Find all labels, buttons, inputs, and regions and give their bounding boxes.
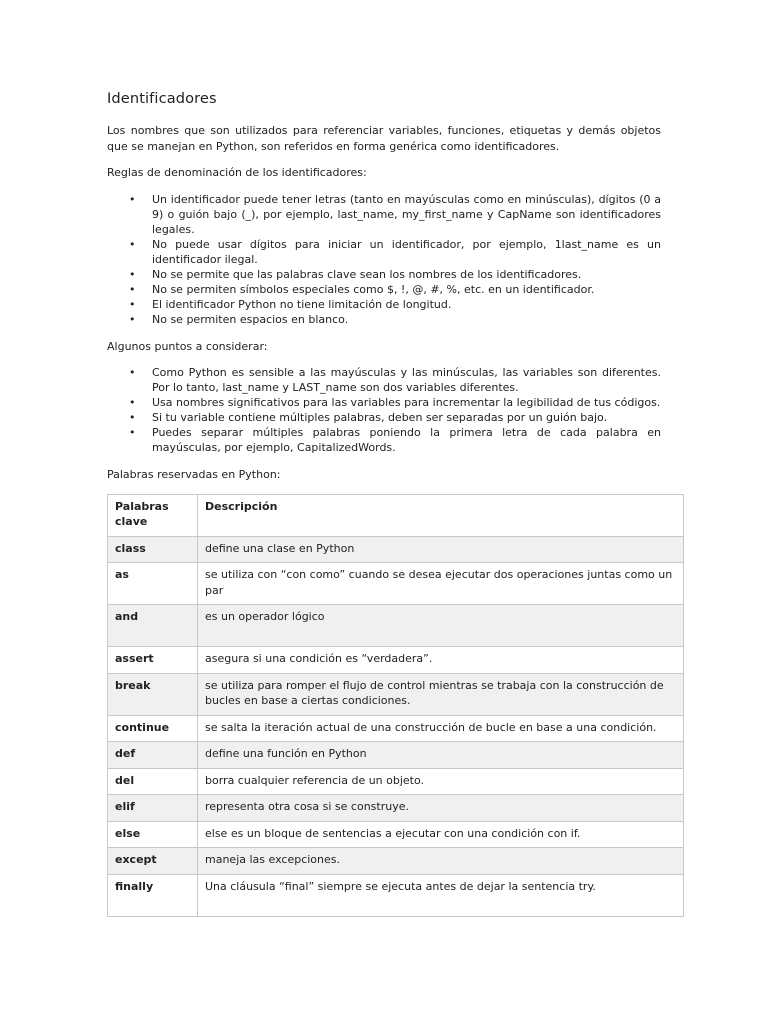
description-cell: se salta la iteración actual de una construcción de bucle en base a una condición. bbox=[198, 715, 684, 742]
table-row bbox=[108, 605, 684, 647]
table-row bbox=[108, 647, 684, 674]
page-title: Identificadores bbox=[107, 90, 217, 107]
bullet-icon: • bbox=[129, 426, 136, 440]
keyword-cell: assert bbox=[108, 647, 198, 674]
description-cell: borra cualquier referencia de un objeto. bbox=[198, 768, 684, 795]
keyword-cell: except bbox=[108, 848, 198, 875]
list-item: • El identificador Python no tiene limitación de longitud. bbox=[129, 297, 452, 311]
rules-heading: Reglas de denominación de los identificadores: bbox=[107, 166, 367, 180]
table-row bbox=[108, 848, 684, 875]
list-item: • Como Python es sensible a las mayúsculas y las minúsculas, las variables son diferentes. Por lo tanto, last_name y LAST_name son dos variables diferentes. bbox=[129, 366, 661, 395]
header-keyword: Palabras clave bbox=[108, 494, 198, 536]
list-item: • Usa nombres significativos para las variables para incrementar la legibilidad de tus códigos. bbox=[129, 396, 661, 410]
keyword-cell: finally bbox=[108, 874, 198, 916]
bullet-icon: • bbox=[129, 297, 136, 311]
description-cell: maneja las excepciones. bbox=[198, 848, 684, 875]
reserved-words-table bbox=[107, 494, 684, 917]
bullet-icon: • bbox=[129, 192, 136, 206]
table-row bbox=[108, 874, 684, 916]
bullet-icon: • bbox=[129, 267, 136, 281]
keyword-cell: class bbox=[108, 536, 198, 563]
keyword-cell: continue bbox=[108, 715, 198, 742]
points-heading: Algunos puntos a considerar: bbox=[107, 339, 268, 353]
table-row bbox=[108, 673, 684, 715]
keyword-cell: else bbox=[108, 821, 198, 848]
keyword-cell: break bbox=[108, 673, 198, 715]
table-row bbox=[108, 742, 684, 769]
bullet-icon: • bbox=[129, 237, 136, 251]
list-item: • No se permiten símbolos especiales como $, !, @, #, %, etc. en un identificador. bbox=[129, 282, 595, 296]
table-row bbox=[108, 795, 684, 822]
table-row bbox=[108, 563, 684, 605]
keyword-cell: and bbox=[108, 605, 198, 647]
description-cell: else es un bloque de sentencias a ejecutar con una condición con if. bbox=[198, 821, 684, 848]
list-item: • Puedes separar múltiples palabras poniendo la primera letra de cada palabra en mayúsculas, por ejemplo, CapitalizedWords. bbox=[129, 426, 661, 455]
keyword-cell: del bbox=[108, 768, 198, 795]
table-row bbox=[108, 821, 684, 848]
description-cell: se utiliza para romper el flujo de control mientras se trabaja con la construcción de bucles en base a ciertas condiciones. bbox=[198, 673, 684, 715]
list-item: • Un identificador puede tener letras (tanto en mayúsculas como en minúsculas), dígitos (0 a 9) o guión bajo (_), por ejemplo, last_name, my_first_name y CapName son identificadores legales. bbox=[129, 192, 661, 236]
table-row bbox=[108, 768, 684, 795]
bullet-icon: • bbox=[129, 312, 136, 326]
description-cell: es un operador lógico bbox=[198, 605, 684, 647]
description-cell: asegura si una condición es “verdadera”. bbox=[198, 647, 684, 674]
description-cell: define una función en Python bbox=[198, 742, 684, 769]
table-header-row bbox=[108, 494, 684, 536]
bullet-icon: • bbox=[129, 396, 136, 410]
keyword-cell: def bbox=[108, 742, 198, 769]
document-page bbox=[107, 90, 673, 917]
bullet-icon: • bbox=[129, 282, 136, 296]
keyword-cell: elif bbox=[108, 795, 198, 822]
description-cell: define una clase en Python bbox=[198, 536, 684, 563]
reserved-heading: Palabras reservadas en Python: bbox=[107, 468, 281, 482]
list-item: • Si tu variable contiene múltiples palabras, deben ser separadas por un guión bajo. bbox=[129, 411, 608, 425]
list-item: • No se permite que las palabras clave sean los nombres de los identificadores. bbox=[129, 267, 582, 281]
description-cell: se utiliza con “con como” cuando se desea ejecutar dos operaciones juntas como un par bbox=[198, 563, 684, 605]
list-item: • No puede usar dígitos para iniciar un identificador, por ejemplo, 1last_name es un identificador ilegal. bbox=[129, 237, 661, 266]
points-list bbox=[107, 365, 661, 455]
bullet-icon: • bbox=[129, 411, 136, 425]
intro-paragraph: Los nombres que son utilizados para referenciar variables, funciones, etiquetas y demás objetos que se manejan en Python, son referidos en forma genérica como identificadores. bbox=[107, 124, 661, 153]
rules-list bbox=[107, 192, 661, 327]
header-description: Descripción bbox=[198, 494, 684, 536]
table-row bbox=[108, 715, 684, 742]
keyword-cell: as bbox=[108, 563, 198, 605]
table-row bbox=[108, 536, 684, 563]
list-item: • No se permiten espacios en blanco. bbox=[129, 312, 349, 326]
description-cell: representa otra cosa si se construye. bbox=[198, 795, 684, 822]
description-cell: Una cláusula “final” siempre se ejecuta antes de dejar la sentencia try. bbox=[198, 874, 684, 916]
bullet-icon: • bbox=[129, 366, 136, 380]
